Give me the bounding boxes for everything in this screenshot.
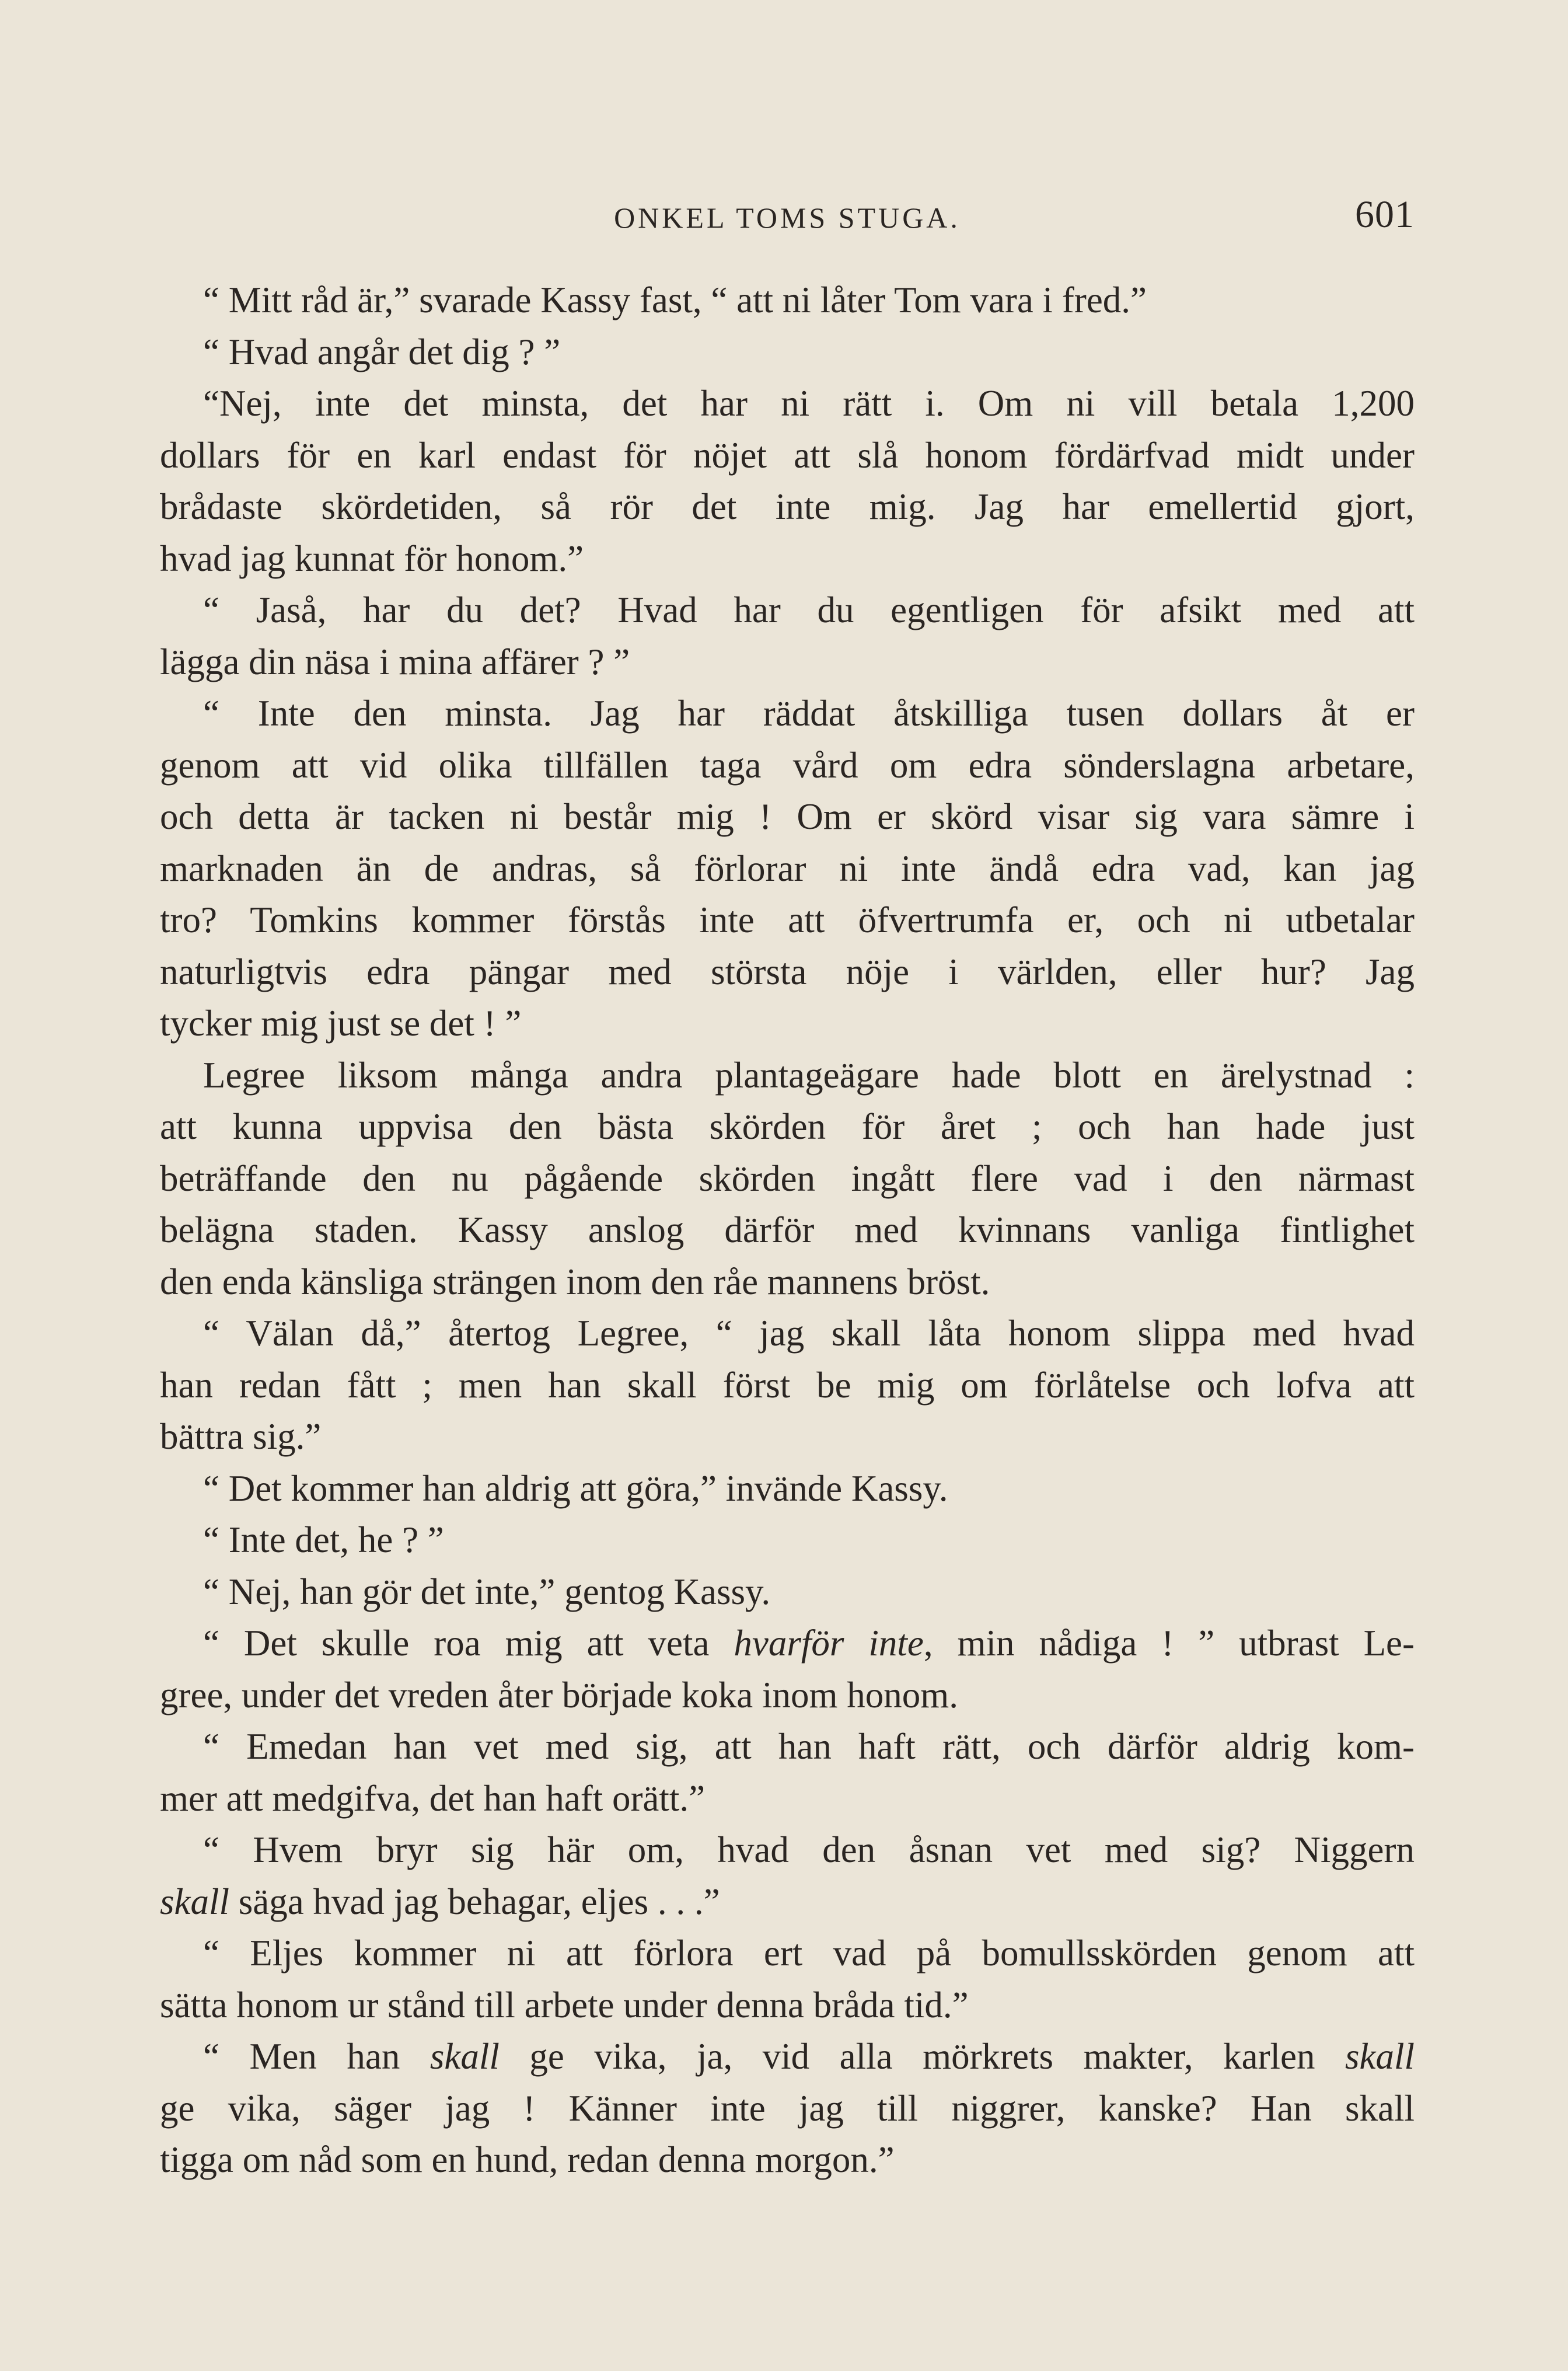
italic-run: skall xyxy=(160,1881,229,1922)
text-line: “ Eljes kommer ni att förlora ert vad på bomullsskörden genom att xyxy=(203,1933,1415,1973)
italic-run: hvarför inte xyxy=(734,1623,924,1664)
text-line: att kunna uppvisa den bästa skörden för året ; och han hade just xyxy=(160,1106,1415,1147)
text-run: ge vika, ja, vid alla mörkrets makter, karlen xyxy=(499,2036,1315,2077)
text-line: “ Inte den minsta. Jag har räddat åtskilliga tusen dollars åt er xyxy=(203,693,1415,734)
text-line: och detta är tacken ni består mig ! Om er skörd visar sig vara sämre i xyxy=(160,796,1415,837)
text-line: “ Hvad angår det dig ? ” xyxy=(203,331,561,372)
text-line: mer att medgifva, det han haft orätt.” xyxy=(160,1777,706,1819)
text-line: “ Jaså, har du det? Hvad har du egentligen för afsikt med att xyxy=(203,590,1415,630)
text-line: beträffande den nu pågående skörden ingått flere vad i den närmast xyxy=(160,1157,1415,1199)
text-line: “Nej, inte det minsta, det har ni rätt i. Om ni vill betala 1,200 xyxy=(203,383,1415,424)
text-line xyxy=(160,1876,1415,1928)
text-line: “ Välan då,” återtog Legree, “ jag skall låta honom slippa med hvad xyxy=(203,1313,1415,1354)
text-line: “ Inte det, he ? ” xyxy=(203,1519,444,1560)
text-line: genom att vid olika tillfällen taga vård om edra sönderslagna arbetare, xyxy=(160,744,1415,786)
text-run: “ Det skulle roa mig att veta xyxy=(203,1623,710,1664)
text-run: säga hvad jag behagar, eljes . . .” xyxy=(229,1881,720,1922)
text-line: lägga din näsa i mina affärer ? ” xyxy=(160,641,630,682)
text-run: , min nådiga ! ” utbrast Le- xyxy=(923,1623,1415,1664)
page-number: 601 xyxy=(1355,193,1415,236)
text-line xyxy=(160,1617,1415,1669)
text-line: brådaste skördetiden, så rör det inte mig. Jag har emellertid gjort, xyxy=(160,486,1415,527)
text-line: “ Nej, han gör det inte,” gentog Kassy. xyxy=(203,1571,771,1612)
text-line: “ Det kommer han aldrig att göra,” invände Kassy. xyxy=(203,1467,948,1509)
text-line: sätta honom ur stånd till arbete under denna bråda tid.” xyxy=(160,1984,969,2025)
text-line: marknaden än de andras, så förlorar ni inte ändå edra vad, kan jag xyxy=(160,848,1415,889)
text-line: naturligtvis edra pängar med största nöje i världen, eller hur? Jag xyxy=(160,951,1415,992)
text-line: tro? Tomkins kommer förstås inte att öfvertrumfa er, och ni utbetalar xyxy=(160,899,1415,940)
text-line xyxy=(160,2031,1415,2083)
text-line: “ Hvem bryr sig här om, hvad den åsnan vet med sig? Niggern xyxy=(203,1829,1415,1870)
text-line: “ Emedan han vet med sig, att han haft rätt, och därför aldrig kom- xyxy=(203,1726,1415,1767)
text-line: dollars för en karl endast för nöjet att slå honom fördärfvad midt under xyxy=(160,434,1415,476)
italic-run: skall xyxy=(429,2036,500,2077)
text-line: belägna staden. Kassy anslog därför med kvinnans vanliga fintlighet xyxy=(160,1209,1415,1250)
text-run: “ Men han xyxy=(203,2036,400,2077)
text-line: tigga om nåd som en hund, redan denna morgon.” xyxy=(160,2139,895,2180)
text-line: gree, under det vreden åter började koka inom honom. xyxy=(160,1674,959,1716)
text-line: hvad jag kunnat för honom.” xyxy=(160,538,584,579)
text-line: tycker mig just se det ! ” xyxy=(160,1003,522,1044)
body-text xyxy=(160,274,1415,2186)
running-head xyxy=(160,193,1415,245)
running-title: ONKEL TOMS STUGA. xyxy=(614,201,961,234)
text-line: ge vika, säger jag ! Känner inte jag till niggrer, kanske? Han skall xyxy=(160,2087,1415,2129)
italic-run: skall xyxy=(1345,2036,1415,2077)
text-line: Legree liksom många andra plantageägare hade blott en ärelystnad : xyxy=(203,1054,1415,1096)
text-line: bättra sig.” xyxy=(160,1416,322,1457)
text-line: “ Mitt råd är,” svarade Kassy fast, “ att ni låter Tom vara i fred.” xyxy=(203,280,1147,320)
text-line: han redan fått ; men han skall först be mig om förlåtelse och lofva att xyxy=(160,1364,1415,1406)
text-line: den enda känsliga strängen inom den råe mannens bröst. xyxy=(160,1261,990,1302)
